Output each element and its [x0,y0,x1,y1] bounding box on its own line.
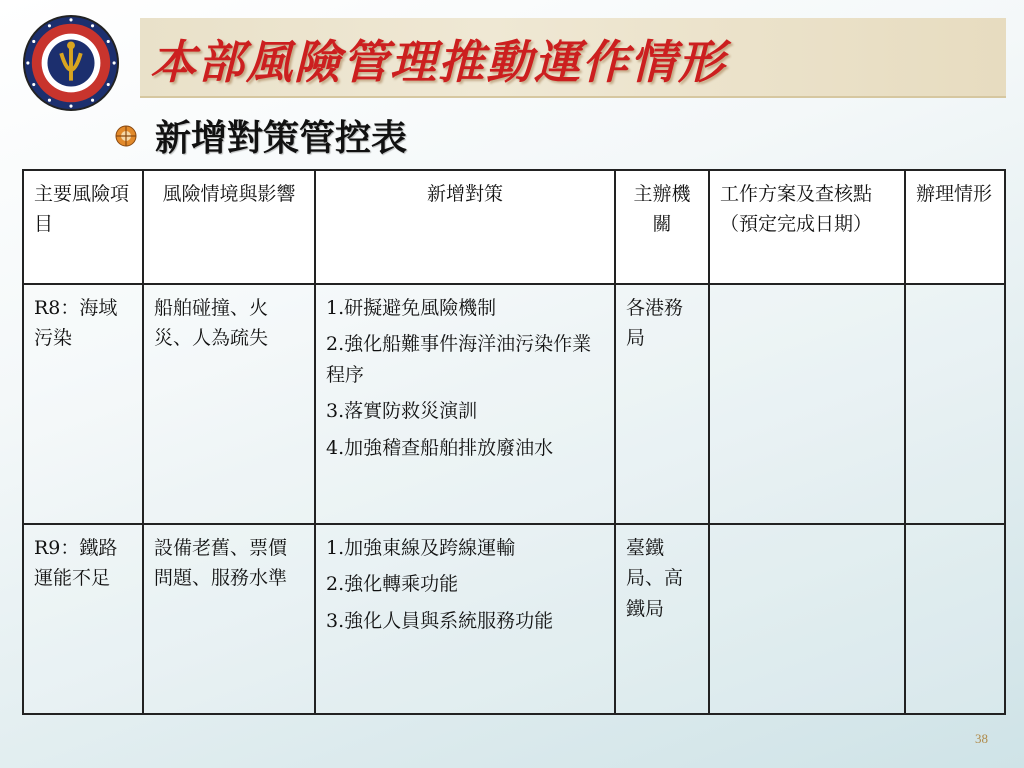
countermeasure-control-table [22,169,1006,715]
countermeasure-item: 2.強化船難事件海洋油污染作業程序 [326,333,592,386]
cell-risk-item: R9：鐵路運能不足 [23,524,143,714]
subtitle-row [115,110,407,161]
cell-status [905,284,1005,524]
countermeasure-item: 2.強化轉乘功能 [326,573,459,596]
countermeasure-item: 4.加強稽查船舶排放廢油水 [326,436,554,459]
countermeasure-item: 1.加強東線及跨線運輸 [326,537,516,559]
countermeasure-item: 3.落實防救災演訓 [326,400,478,423]
header-risk-item: 主要風險項目 [23,170,143,284]
header-status: 辦理情形 [905,170,1005,284]
cell-scenario: 船舶碰撞、火災、人為疏失 [143,284,315,524]
cell-checkpoints [709,284,905,524]
cell-risk-item: R8：海域污染 [23,284,143,524]
header-scenario: 風險情境與影響 [143,170,315,284]
cell-countermeasures [315,284,615,524]
emblem-logo [22,14,120,112]
bullet-icon [115,125,137,147]
header-countermeasures: 新增對策 [315,170,615,284]
countermeasure-item: 3.強化人員與系統服務功能 [326,609,554,632]
cell-checkpoints [709,524,905,714]
page-title: 本部風險管理推動運作情形 [150,35,726,89]
table-row [23,284,1005,524]
cell-countermeasures [315,524,615,714]
countermeasure-item: 1.研擬避免風險機制 [326,297,497,319]
section-subtitle: 新增對策管控表 [155,117,408,159]
page-number: 38 [975,731,988,746]
table-header-row [23,170,1005,284]
cell-status [905,524,1005,714]
header-agency: 主辦機關 [615,170,709,284]
cell-agency: 臺鐵局、高鐵局 [615,524,709,714]
cell-scenario: 設備老舊、票價問題、服務水準 [143,524,315,714]
table-row [23,524,1005,714]
header-checkpoints: 工作方案及查核點（預定完成日期） [709,170,905,284]
cell-agency: 各港務局 [615,284,709,524]
